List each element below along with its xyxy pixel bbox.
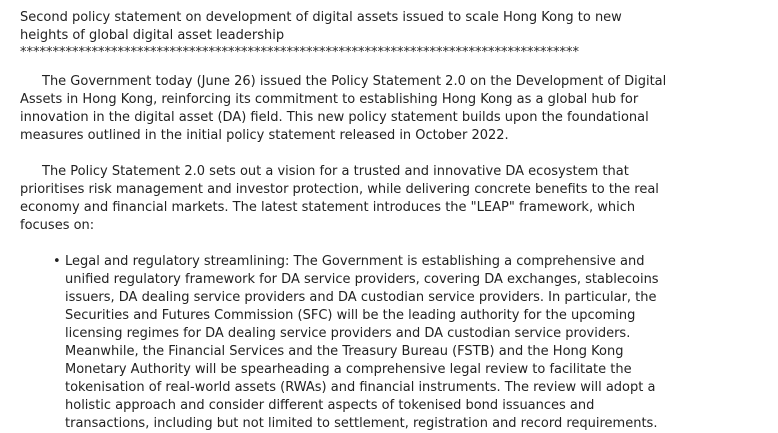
- list-item: [53, 253, 675, 433]
- article-title: Second policy statement on development of digital assets issued to scale Hong Kong to new heights of global digital asset leadership: [20, 10, 622, 43]
- list-item-text: Legal and regulatory streamlining: The Government is establishing a comprehensive and unified regulatory framework for DA service providers, covering DA exchanges, stablecoins issuers, DA dealing service providers and DA custodian service providers. In particular, the Securities and Futures Commission (SFC) will be the leading authority for the upcoming licensing regimes for DA dealing service providers and DA custodian service providers. Meanwhile, the Financial Services and the Treasury Bureau (FSTB) and the Hong Kong Monetary Authority will be spearheading a comprehensive legal review to facilitate the tokenisation of real-world assets (RWAs) and financial instruments. The review will adopt a holistic approach and consider different aspects of tokenised bond issuances and transactions, including but not limited to settlement, registration and record requirements.: [65, 254, 659, 431]
- leap-framework-list: [20, 253, 675, 433]
- article-paragraph: The Government today (June 26) issued the Policy Statement 2.0 on the Development of Digital Assets in Hong Kong, reinforcing its commitment to establishing Hong Kong as a global hub for innovation in the digital asset (DA) field. This new policy statement builds upon the foundational measures outlined in the initial policy statement released in October 2022.: [20, 74, 667, 143]
- bullet-marker: •: [53, 254, 61, 269]
- article-paragraph: The Policy Statement 2.0 sets out a vision for a trusted and innovative DA ecosystem that prioritises risk management and investor protection, while delivering concrete benefits to the real economy and financial markets. The latest statement introduces the "LEAP" framework, which focuses on:: [20, 164, 659, 233]
- title-divider: **************************************************************************************: [20, 45, 579, 60]
